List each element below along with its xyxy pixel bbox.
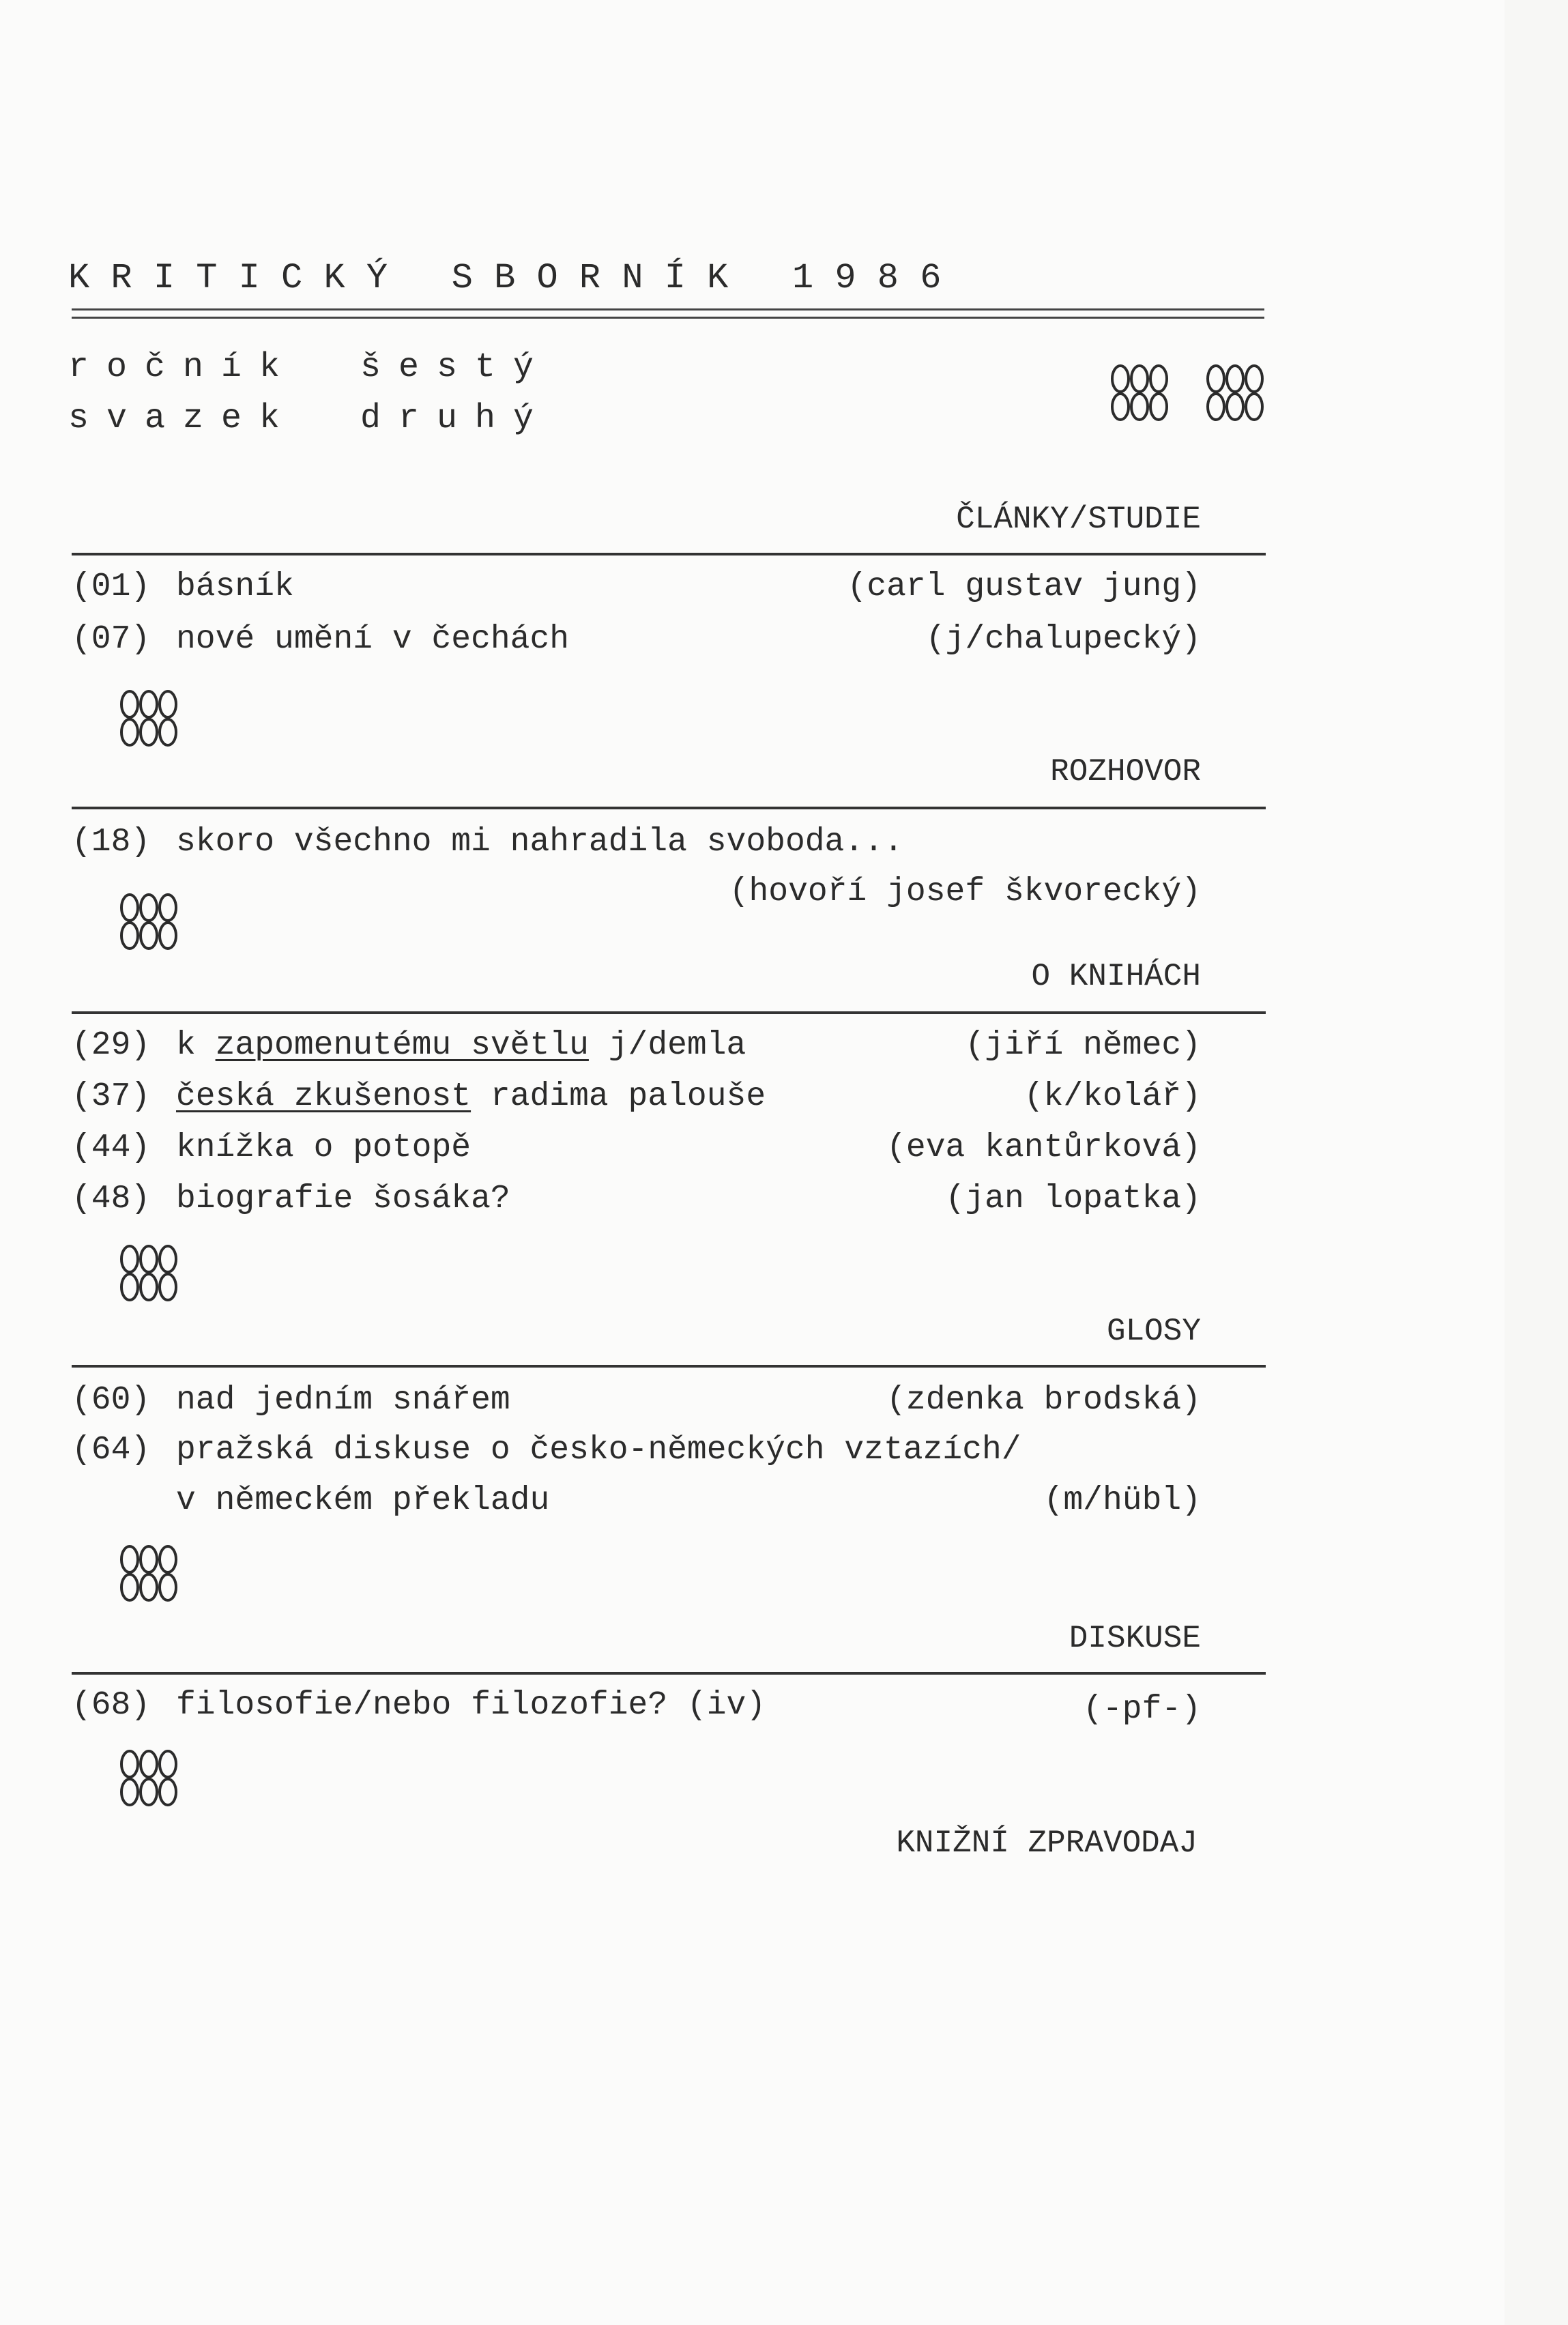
issue-label: svazek: [68, 399, 298, 438]
section-heading-diskuse: DISKUSE: [1069, 1621, 1201, 1656]
section-rule: [72, 1672, 1266, 1675]
entry-author: (eva kantůrková): [886, 1129, 1201, 1166]
separator-888-icon: [94, 677, 182, 764]
entry-title: česká zkušenost radima palouše: [176, 1078, 766, 1115]
entry-title: pražská diskuse o česko-německých vztazích/: [176, 1432, 1021, 1469]
separator-888-icon: [94, 1737, 182, 1823]
entry-author: (jan lopatka): [945, 1181, 1201, 1217]
entry-title: nové umění v čechách: [176, 621, 570, 658]
entry-title: skoro všechno mi nahradila svoboda...: [176, 824, 903, 861]
entry-title: nad jedním snářem: [176, 1382, 510, 1419]
section-heading-rozhovor: ROZHOVOR: [1050, 754, 1201, 790]
entry-author: (j/chalupecký): [925, 621, 1201, 658]
entry-author: (m/hübl): [1043, 1482, 1201, 1519]
volume-value: šestý: [360, 348, 552, 387]
entry-title: k zapomenutému světlu j/demla: [176, 1027, 746, 1064]
separator-888-icon: [94, 880, 182, 967]
entry-number: (48): [72, 1181, 151, 1217]
underlined-title: česká zkušenost: [176, 1078, 471, 1115]
entry-number: (37): [72, 1078, 151, 1115]
entry-number: (64): [72, 1432, 151, 1469]
entry-title: knížka o potopě: [176, 1129, 471, 1166]
section-heading-glosy: GLOSY: [1106, 1314, 1201, 1349]
section-heading-clanky-studie: ČLÁNKY/STUDIE: [956, 502, 1201, 537]
entry-author: (-pf-): [1083, 1691, 1201, 1728]
entry-author: (carl gustav jung): [847, 568, 1201, 605]
header-emblem-888-icon: [1085, 351, 1290, 438]
entry-number: (60): [72, 1382, 151, 1419]
entry-title: filosofie/nebo filozofie? (iv): [176, 1687, 766, 1724]
entry-number: (68): [72, 1687, 151, 1724]
section-heading-o-knihach: O KNIHÁCH: [1031, 959, 1201, 994]
entry-author: (hovoří josef škvorecký): [729, 873, 1201, 910]
entry-title: biografie šosáka?: [176, 1181, 510, 1217]
entry-title: básník: [176, 568, 294, 605]
entry-number: (07): [72, 621, 151, 658]
section-rule: [72, 553, 1266, 555]
underlined-title: zapomenutému světlu: [215, 1027, 589, 1064]
section-rule: [72, 1011, 1266, 1014]
issue-value: druhý: [360, 399, 552, 438]
separator-888-icon: [94, 1232, 182, 1318]
section-rule: [72, 807, 1266, 809]
journal-title: K R I T I C K Ý S B O R N Í K 1 9 8 6: [68, 258, 942, 298]
entry-number: (44): [72, 1129, 151, 1166]
volume-label: ročník: [68, 348, 298, 387]
entry-number: (18): [72, 824, 151, 861]
entry-author: (jiří němec): [965, 1027, 1201, 1064]
title-double-rule: [72, 308, 1264, 319]
section-heading-knizni-zpravodaj: KNIŽNÍ ZPRAVODAJ: [896, 1825, 1197, 1861]
entry-author: (k/kolář): [1023, 1078, 1201, 1115]
entry-title-continued: v německém překladu: [176, 1482, 550, 1519]
section-rule: [72, 1365, 1266, 1368]
separator-888-icon: [94, 1532, 182, 1619]
entry-author: (zdenka brodská): [886, 1382, 1201, 1419]
entry-number: (01): [72, 568, 151, 605]
entry-number: (29): [72, 1027, 151, 1064]
